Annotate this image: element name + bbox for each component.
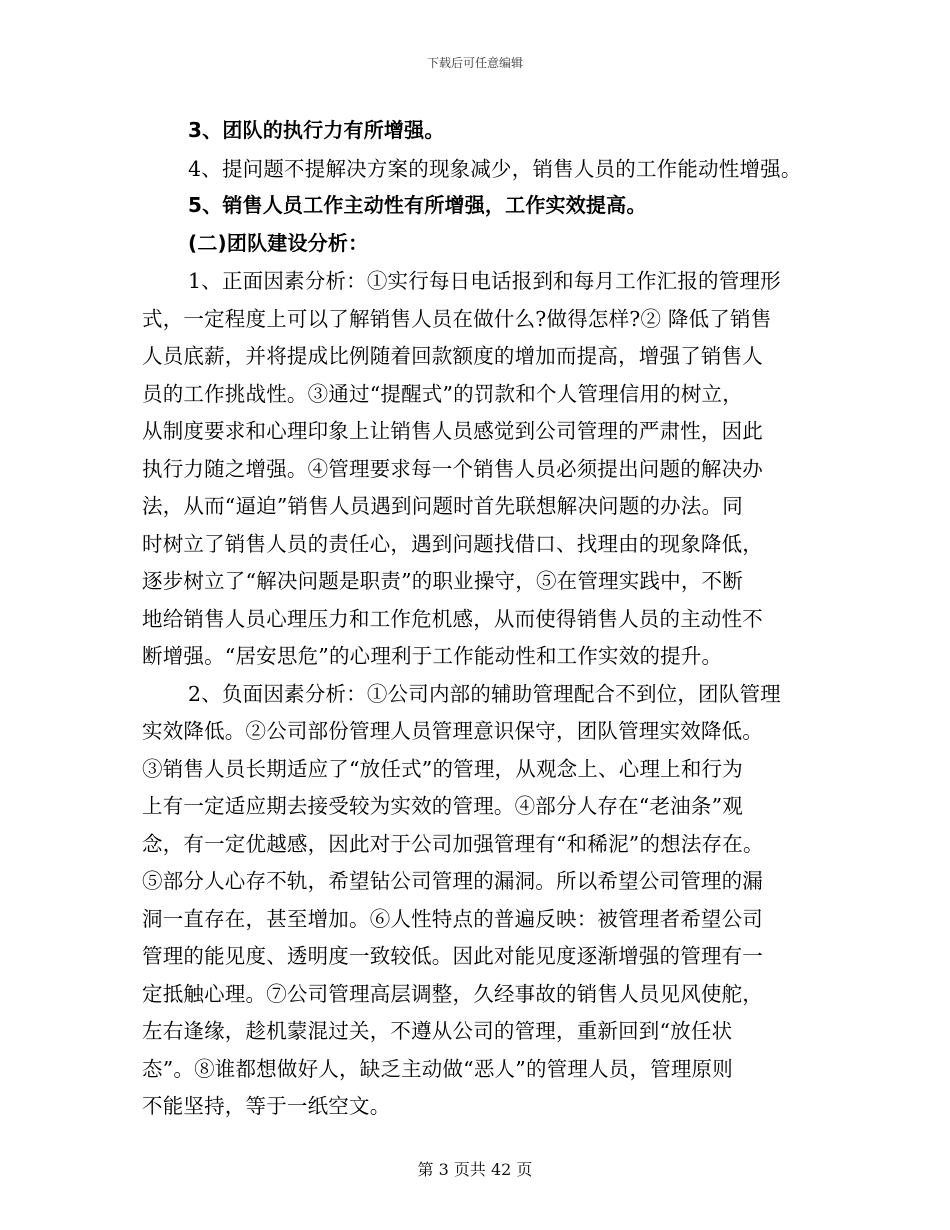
- paragraph-line: 洞一直存在，甚至增加。⑥人性特点的普遍反映：被管理者希望公司: [142, 907, 763, 931]
- paragraph-line: ③销售人员长期适应了“放任式”的管理，从观念上、心理上和行为: [142, 757, 743, 781]
- paragraph-line: 式，一定程度上可以了解销售人员在做什么?做得怎样?② 降低了销售: [142, 307, 772, 331]
- paragraph-line: 定抵触心理。⑦公司管理高层调整，久经事故的销售人员见风使舵，: [142, 982, 763, 1006]
- section-heading-team-analysis: (二)团队建设分析：: [188, 231, 369, 255]
- paragraph-line: 逐步树立了“解决问题是职责”的职业操守，⑤在管理实践中，不断: [142, 569, 743, 593]
- paragraph-line: 人员底薪，并将提成比例随着回款额度的增加而提高，增强了销售人: [142, 344, 763, 368]
- paragraph-line: 态”。⑧谁都想做好人，缺乏主动做“恶人”的管理人员，管理原则: [142, 1057, 733, 1081]
- page-footer: 第 3 页共 42 页: [417, 1160, 533, 1179]
- paragraph-line: 员的工作挑战性。③通过“提醒式”的罚款和个人管理信用的树立，: [142, 382, 743, 406]
- paragraph-line: 4、提问题不提解决方案的现象减少，销售人员的工作能动性增强。: [188, 157, 802, 181]
- paragraph-line: 实效降低。②公司部份管理人员管理意识保守，团队管理实效降低。: [142, 719, 763, 743]
- paragraph-line: 2、负面因素分析：①公司内部的辅助管理配合不到位，团队管理: [188, 682, 781, 706]
- paragraph-line: ⑤部分人心存不轨，希望钻公司管理的漏洞。所以希望公司管理的漏: [142, 869, 763, 893]
- paragraph-line: 断增强。“居安思危”的心理利于工作能动性和工作实效的提升。: [142, 644, 723, 668]
- paragraph-line: 左右逢缘，趁机蒙混过关，不遵从公司的管理，重新回到“放任状: [142, 1019, 733, 1043]
- page-header: 下载后可任意编辑: [426, 56, 523, 70]
- paragraph-line: 执行力随之增强。④管理要求每一个销售人员必须提出问题的解决办: [142, 457, 763, 481]
- heading-execution: 3、团队的执行力有所增强。: [188, 118, 445, 142]
- paragraph-line: 从制度要求和心理印象上让销售人员感觉到公司管理的严肃性，因此: [142, 419, 763, 443]
- paragraph-line: 法，从而“逼迫”销售人员遇到问题时首先联想解决问题的办法。同: [142, 494, 743, 518]
- paragraph-line: 时树立了销售人员的责任心，遇到问题找借口、找理由的现象降低，: [142, 532, 763, 556]
- heading-initiative: 5、销售人员工作主动性有所增强，工作实效提高。: [188, 193, 647, 217]
- paragraph-line: 念，有一定优越感，因此对于公司加强管理有“和稀泥”的想法存在。: [142, 832, 764, 856]
- paragraph-line: 地给销售人员心理压力和工作危机感，从而使得销售人员的主动性不: [142, 607, 763, 631]
- paragraph-line: 不能坚持，等于一纸空文。: [142, 1094, 391, 1118]
- paragraph-line: 1、正面因素分析：①实行每日电话报到和每月工作汇报的管理形: [188, 269, 781, 293]
- paragraph-line: 管理的能见度、透明度一致较低。因此对能见度逐渐增强的管理有一: [142, 944, 763, 968]
- paragraph-line: 上有一定适应期去接受较为实效的管理。④部分人存在“老油条”观: [142, 794, 743, 818]
